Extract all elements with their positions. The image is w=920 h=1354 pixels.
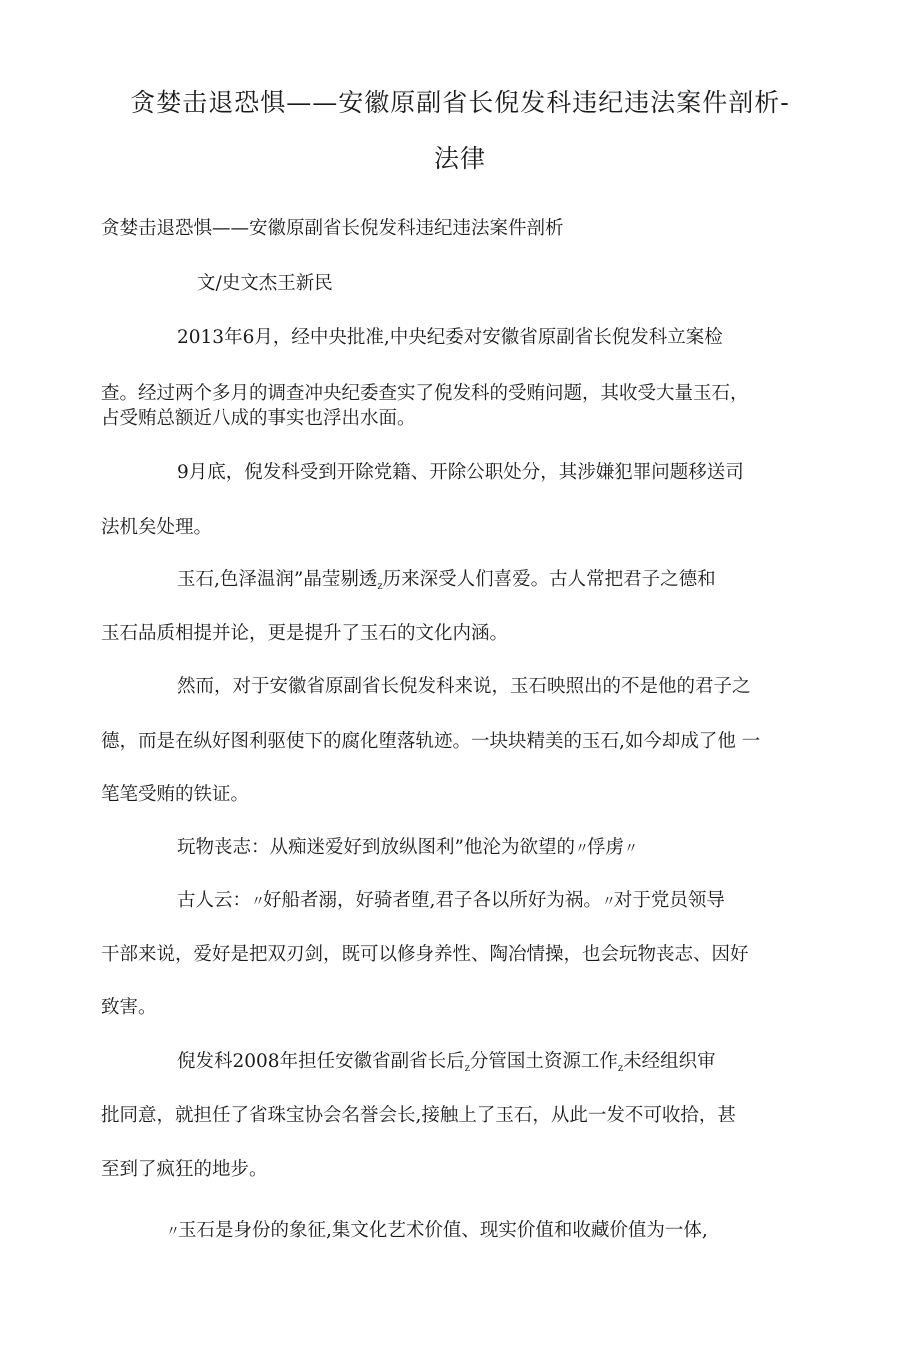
line-segment: 古人云： [177, 890, 252, 911]
comma-mark: z [464, 1063, 470, 1074]
paragraph-line [166, 1222, 708, 1241]
paragraph-line [177, 1053, 716, 1074]
line-segment: 历来深受人们喜爱。古人常把君子之德和 [382, 569, 716, 590]
line-segment: 玉石,色泽温润”晶莹剔透 [177, 569, 378, 590]
line-segment: 玩物丧志：从痴迷爱好到放纵图利”他沦为欲望的 [177, 837, 575, 858]
paragraph-line: 法机矣处理。 [101, 517, 213, 538]
line-segment: 倪发科2008年担任安徽省副省长后 [177, 1051, 465, 1072]
paragraph-line: 玉石品质相提并论，更是提升了玉石的文化内涵。 [101, 623, 509, 644]
comma-mark: z [617, 1063, 624, 1074]
section-heading [177, 839, 636, 858]
line-segment: 分管国土资源工作 [469, 1051, 618, 1072]
quote-mark: 〃 [623, 841, 636, 857]
document-title-line-1: 贪婪击退恐惧——安徽原副省长倪发科违纪违法案件剖析- [130, 88, 790, 117]
line-segment: 玉石是身份的象征,集文化艺术价值、现实价值和收藏价值为一体, [178, 1220, 708, 1241]
line-segment: 未经组织审 [623, 1051, 716, 1072]
subtitle: 贪婪击退恐惧——安徽原副省长倪发科违纪违法案件剖析 [101, 218, 564, 239]
paragraph-line: 然而，对于安徽省原副省长倪发科来说，玉石映照出的不是他的君子之 [177, 676, 751, 697]
paragraph-line: 占受贿总额近八成的事实也浮出水面。 [101, 408, 416, 429]
quote-mark: 〃 [601, 894, 614, 910]
paragraph-line: 查。经过两个多月的调查冲央纪委查实了倪发科的受贿问题，其收受大量玉石， [101, 383, 749, 404]
paragraph-line [177, 892, 725, 911]
paragraph-line: 2013年6月，经中央批准,中央纪委对安徽省原副省长倪发科立案检 [177, 327, 723, 348]
byline: 文/史文杰王新民 [197, 273, 333, 294]
line-segment: 好船者溺，好骑者堕,君子各以所好为祸。 [263, 890, 602, 911]
quote-mark: 〃 [166, 1224, 178, 1240]
paragraph-line: 至到了疯狂的地步。 [101, 1159, 268, 1180]
paragraph-line: 德，而是在纵好图利驱使下的腐化堕落轨迹。一块块精美的玉石,如今却成了他 一 [101, 731, 761, 752]
quote-mark: 〃 [251, 894, 264, 910]
comma-mark: z [377, 581, 383, 592]
line-segment: 对于党员领导 [613, 890, 725, 911]
line-segment: 俘虏 [586, 837, 624, 858]
document-title-line-2: 法律 [433, 144, 486, 173]
paragraph-line: 批同意，就担任了省珠宝协会名誉会长,接触上了玉石，从此一发不可收拾，甚 [101, 1105, 736, 1126]
quote-mark: 〃 [574, 841, 587, 857]
paragraph-line: 干部来说，爱好是把双刃剑，既可以修身养性、陶冶情操，也会玩物丧志、因好 [101, 944, 749, 965]
paragraph-line: 致害。 [101, 997, 157, 1018]
paragraph-line: 9月底，倪发科受到开除党籍、开除公职处分，其涉嫌犯罪问题移送司 [177, 462, 744, 483]
paragraph-line: 笔笔受贿的铁证。 [101, 784, 250, 805]
paragraph-line [177, 571, 716, 592]
